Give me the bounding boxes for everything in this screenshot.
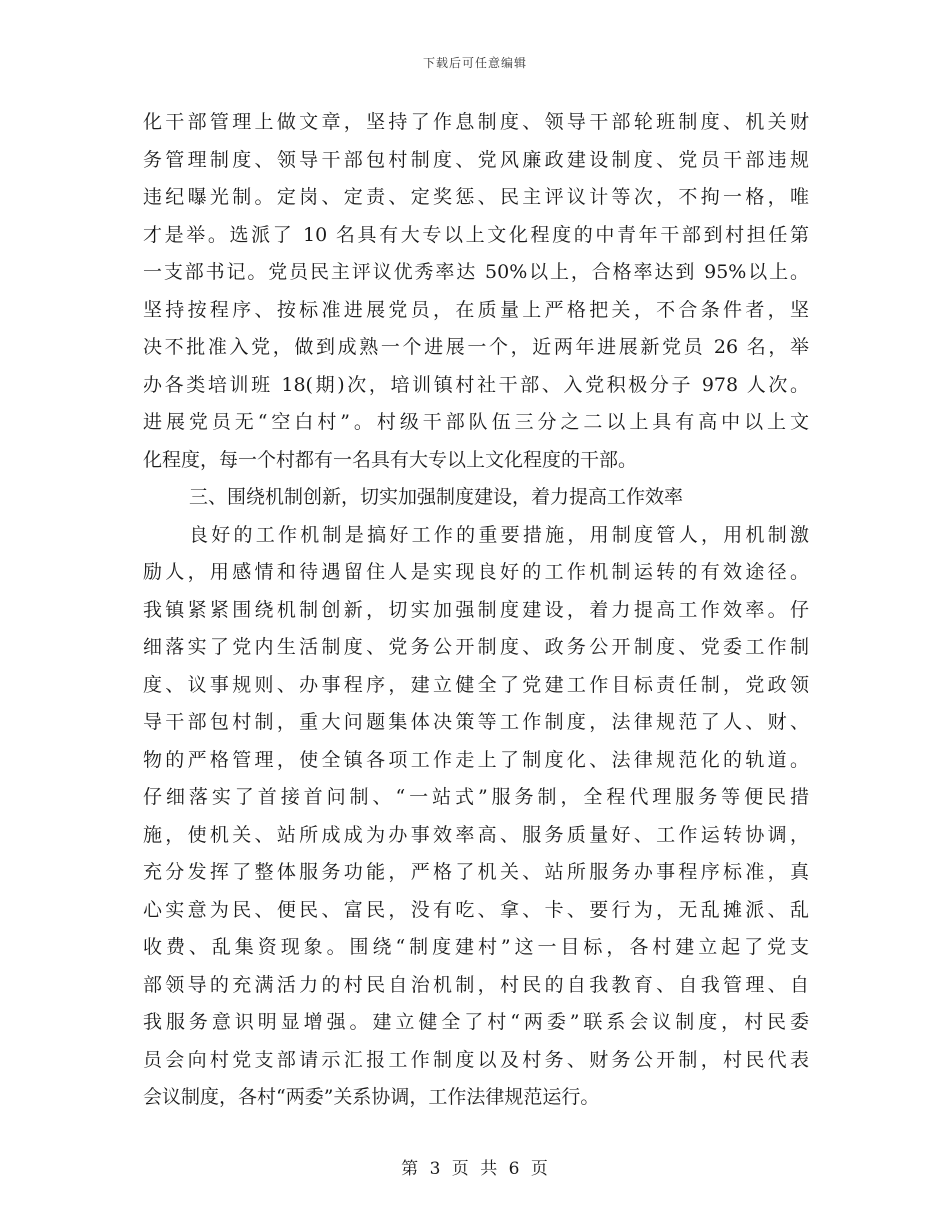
text-line: 度、议事规则、办事程序，建立健全了党建工作目标责任制，党政领 [143, 673, 809, 696]
text-line: 我镇紧紧围绕机制创新，切实加强制度建设，着力提高工作效率。仔 [143, 598, 809, 621]
text-line: 违纪曝光制。定岗、定责、定奖惩、民主评议计等次，不拘一格，唯 [143, 186, 809, 208]
text-line: 坚持按程序、按标准进展党员，在质量上严格把关，不合条件者，坚 [143, 298, 809, 321]
text-line: 部领导的充满活力的村民自治机制，村民的自我教育、自我管理、自 [143, 973, 809, 996]
text-line: 收费、乱集资现象。围绕“制度建村”这一目标，各村建立起了党支 [143, 936, 809, 958]
text-line: 充分发挥了整体服务功能，严格了机关、站所服务办事程序标准，真 [143, 861, 809, 883]
text-line: 仔细落实了首接首问制、“一站式”服务制，全程代理服务等便民措 [143, 786, 809, 808]
text-line: 心实意为民、便民、富民，没有吃、拿、卡、要行为，无乱摊派、乱 [143, 898, 809, 921]
text-line: 物的严格管理，使全镇各项工作走上了制度化、法律规范化的轨道。 [143, 748, 809, 771]
text-line: 员会向村党支部请示汇报工作制度以及村务、财务公开制，村民代表 [143, 1048, 809, 1071]
text-line: 励人，用感情和待遇留住人是实现良好的工作机制运转的有效途径。 [143, 561, 809, 583]
page-number: 第 3 页 共 6 页 [401, 1159, 549, 1179]
text-line: 决不批准入党，做到成熟一个进展一个，近两年进展新党员 26 名，举 [143, 336, 809, 358]
text-line: 进展党员无“空白村”。村级干部队伍三分之二以上具有高中以上文 [143, 411, 809, 433]
paragraph-first-line: 良好的工作机制是搞好工作的重要措施，用制度管人，用机制激 [189, 523, 809, 546]
text-line: 化程度，每一个村都有一名具有大专以上文化程度的干部。 [143, 448, 638, 471]
page-header: 下载后可任意编辑 [422, 56, 527, 70]
text-line: 务管理制度、领导干部包村制度、党风廉政建设制度、党员干部违规 [143, 148, 809, 171]
text-line: 导干部包村制，重大问题集体决策等工作制度，法律规范了人、财、 [143, 711, 809, 733]
text-line: 化干部管理上做文章，坚持了作息制度、领导干部轮班制度、机关财 [143, 111, 809, 133]
text-line: 细落实了党内生活制度、党务公开制度、政务公开制度、党委工作制 [143, 636, 809, 658]
section-heading: 三、围绕机制创新，切实加强制度建设，着力提高工作效率 [189, 486, 684, 508]
text-line: 施，使机关、站所成成为办事效率高、服务质量好、工作运转协调， [143, 823, 809, 846]
text-line: 我服务意识明显增强。建立健全了村“两委”联系会议制度，村民委 [143, 1011, 809, 1033]
text-line: 才是举。选派了 10 名具有大专以上文化程度的中青年干部到村担任第 [143, 223, 809, 246]
text-line: 办各类培训班 18(期)次，培训镇村社干部、入党积极分子 978 人次。 [143, 373, 809, 396]
text-line: 会议制度，各村“两委”关系协调，工作法律规范运行。 [143, 1086, 600, 1108]
document-body [143, 104, 809, 1117]
text-line: 一支部书记。党员民主评议优秀率达 50%以上，合格率达到 95%以上。 [143, 261, 809, 283]
